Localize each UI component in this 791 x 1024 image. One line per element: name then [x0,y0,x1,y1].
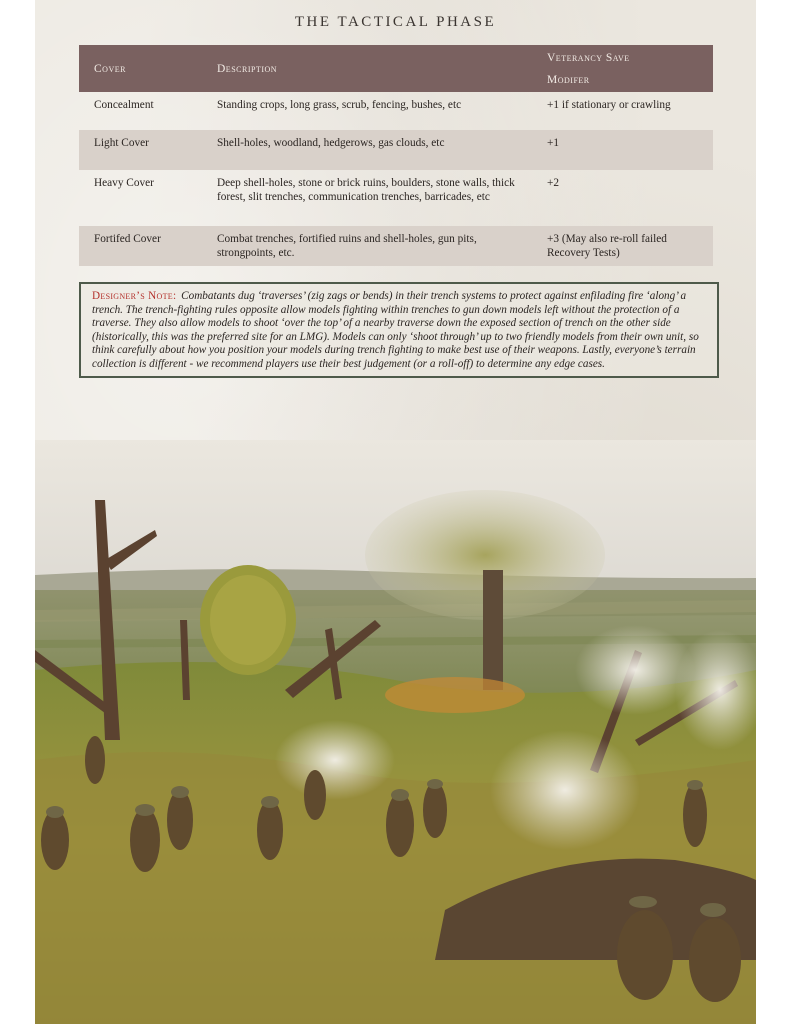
table-row [79,92,713,130]
cell-description: Combat trenches, fortified ruins and shell-holes, gun pits, strongpoints, etc. [203,226,541,266]
table-header-row [79,45,713,92]
col-header-modifier-line2: Modifer [547,73,590,86]
rulebook-page [35,0,756,1024]
table-row [79,130,713,170]
cell-cover: Light Cover [79,130,203,170]
cover-table [79,45,713,266]
cell-cover: Fortifed Cover [79,226,203,266]
cell-modifier: +1 if stationary or crawling [547,99,671,111]
designers-note-text: Combatants dug ‘traverses’ (zig zags or bends) in their trench systems to protect against enfilading fire ‘along’ a trench. The trench-fighting rules opposite allow models fighting within trenches to gun down models left without the protection of a traverse. They also allow models to shoot ‘over the top’ of a nearby traverse down the exposed section of trench on the other side (historically, this was the preferred site for an LMG). Models can only ‘shoot through’ up to two friendly models from their own unit, so think carefully about how you position your models during trench fighting to make best use of their weapons. Lastly, everyone’s terrain collection is different - we recommend players use their best judgement (or a roll-off) to determine any edge cases. [92,290,699,370]
cell-modifier: +1 [541,130,713,170]
col-header-description: Description [203,45,541,92]
table-row [79,170,713,226]
page-header: THE TACTICAL PHASE [294,14,497,30]
cell-cover: Heavy Cover [94,177,154,189]
cell-description: Shell-holes, woodland, hedgerows, gas clouds, etc [203,130,541,170]
battlefield-diorama-photo [35,440,756,1024]
cell-cover: Concealment [94,99,154,111]
table-row [79,226,713,266]
cell-description: Deep shell-holes, stone or brick ruins, boulders, stone walls, thick forest, slit trenches, communication trenches, barricades, etc [217,177,515,203]
cell-modifier: +2 [547,177,560,189]
designers-note-box [79,282,719,378]
cell-modifier: +3 (May also re-roll failed Recovery Tests) [541,226,713,266]
cell-description: Standing crops, long grass, scrub, fencing, bushes, etc [217,99,462,111]
col-header-modifier [541,45,713,92]
designers-note-label: Designer’s Note: [92,290,177,302]
col-header-cover: Cover [79,45,203,92]
col-header-modifier-line1: Veterancy Save [547,51,630,64]
